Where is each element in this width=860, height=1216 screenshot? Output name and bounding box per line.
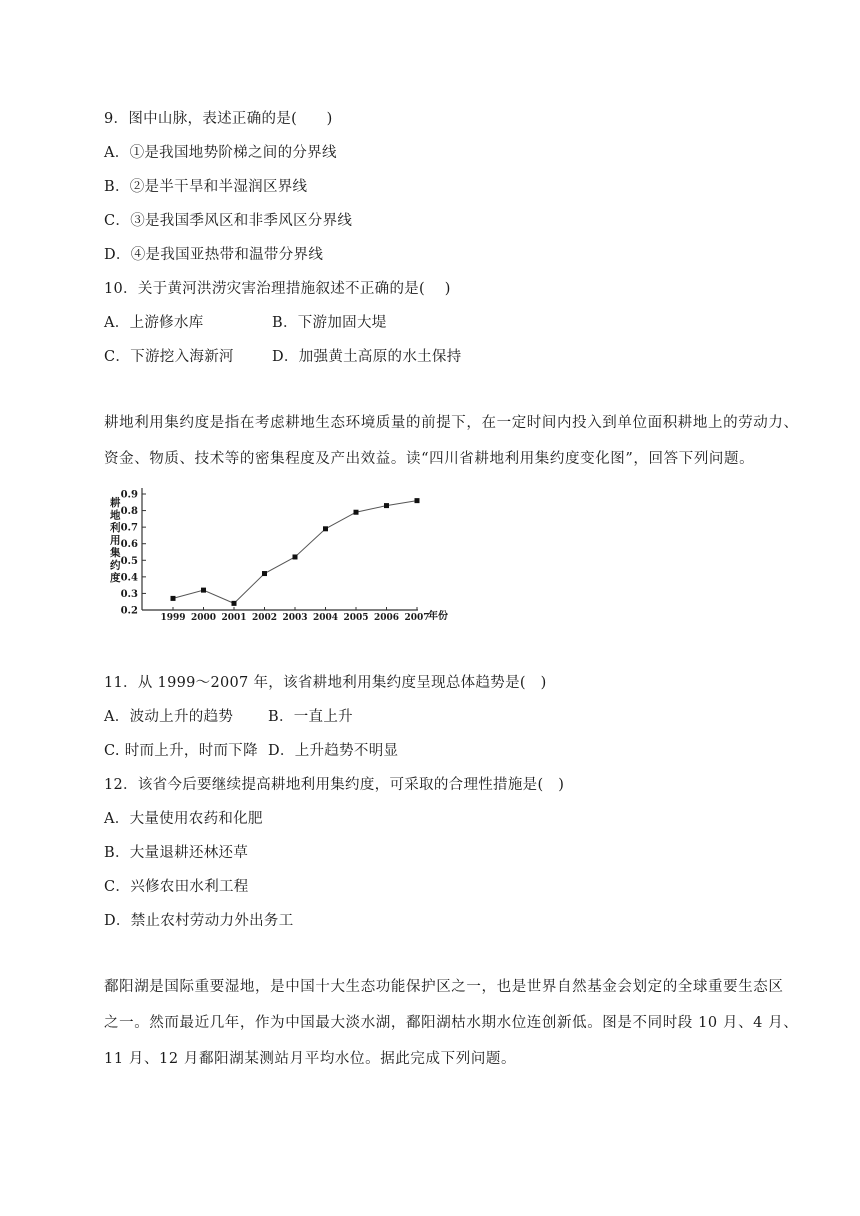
intensity-line-chart	[100, 480, 460, 630]
data-point	[293, 554, 298, 559]
question-11-option-d: D．上升趋势不明显	[268, 743, 399, 759]
intro-paragraph-2-line-1: 鄱阳湖是国际重要湿地，是中国十大生态功能保护区之一，也是世界自然基金会划定的全球重要生态区	[104, 979, 784, 995]
question-10-option-c: C．下游挖入海新河	[104, 349, 234, 365]
x-tick-label: 2007	[404, 613, 430, 623]
question-9-option-a: A．①是我国地势阶梯之间的分界线	[104, 145, 337, 161]
question-12-option-a: A．大量使用农药和化肥	[104, 811, 263, 827]
intro-paragraph-2-line-3: 11 月、12 月鄱阳湖某测站月平均水位。据此完成下列问题。	[104, 1051, 517, 1067]
series-line	[173, 501, 417, 604]
x-tick-label: 2003	[282, 613, 308, 623]
y-tick-label: 0.5	[120, 555, 138, 567]
y-tick-label: 0.9	[120, 489, 138, 501]
question-9-option-b: B．②是半干旱和半湿润区界线	[104, 179, 308, 195]
question-11-option-c: C. 时而上升，时而下降	[104, 743, 258, 759]
x-axis-title: 年份	[428, 611, 448, 622]
x-tick-label: 2000	[190, 613, 217, 623]
question-10-stem: 10．关于黄河洪涝灾害治理措施叙述不正确的是( )	[104, 281, 451, 297]
question-11-stem: 11．从 1999～2007 年，该省耕地利用集约度呈现总体趋势是( )	[104, 675, 547, 691]
x-tick-label: 2002	[251, 613, 278, 623]
data-point	[354, 510, 359, 515]
y-axis-title-char: 集	[110, 547, 121, 559]
y-axis-title	[109, 496, 121, 584]
y-axis-title-char: 约	[110, 559, 121, 572]
intro-paragraph-1-line-2: 资金、物质、技术等的密集程度及产出效益。读“四川省耕地利用集约度变化图”，回答下列问题。	[104, 451, 755, 467]
data-point	[323, 526, 328, 531]
y-tick-label: 0.2	[120, 605, 138, 617]
data-point	[201, 588, 206, 593]
y-tick-label: 0.3	[120, 588, 138, 600]
y-tick-label: 0.8	[120, 506, 138, 518]
y-axis-title-char: 度	[110, 572, 121, 584]
y-tick-label: 0.7	[120, 522, 138, 534]
x-tick-label: 1999	[160, 613, 186, 623]
question-11-option-b: B．一直上升	[268, 709, 353, 725]
data-points	[171, 498, 420, 606]
question-11-option-a: A．波动上升的趋势	[104, 709, 234, 725]
x-tick-label: 2001	[221, 613, 247, 623]
question-10-option-a: A．上游修水库	[104, 315, 204, 331]
y-tick-label: 0.6	[120, 539, 138, 551]
question-12-option-d: D．禁止农村劳动力外出务工	[104, 913, 294, 929]
question-10-option-b: B．下游加固大堤	[272, 315, 387, 331]
question-9-stem: 9．图中山脉，表述正确的是( )	[104, 111, 333, 127]
data-point	[415, 498, 420, 503]
y-axis-title-char: 耕	[110, 497, 121, 509]
data-point	[232, 601, 237, 606]
y-axis-title-char: 地	[110, 509, 121, 522]
y-tick-label: 0.4	[120, 572, 138, 584]
y-axis-title-char: 利	[110, 522, 121, 534]
x-tick-label: 2006	[373, 613, 400, 623]
question-12-option-c: C．兴修农田水利工程	[104, 879, 249, 895]
data-point	[262, 571, 267, 576]
y-axis-title-char: 用	[110, 534, 121, 547]
x-tick-label: 2005	[343, 613, 369, 623]
question-12-stem: 12．该省今后要继续提高耕地利用集约度，可采取的合理性措施是( )	[104, 777, 565, 793]
intro-paragraph-2-line-2: 之一。然而最近几年，作为中国最大淡水湖，鄱阳湖枯水期水位连创新低。图是不同时段 10 月、4 月、	[104, 1015, 799, 1031]
data-point	[171, 596, 176, 601]
x-tick-label: 2004	[312, 613, 339, 623]
question-9-option-c: C．③是我国季风区和非季风区分界线	[104, 213, 353, 229]
question-12-option-b: B．大量退耕还林还草	[104, 845, 249, 861]
question-9-option-d: D．④是我国亚热带和温带分界线	[104, 247, 324, 263]
data-point	[384, 503, 389, 508]
question-10-option-d: D．加强黄土高原的水土保持	[272, 349, 462, 365]
intro-paragraph-1-line-1: 耕地利用集约度是指在考虑耕地生态环境质量的前提下，在一定时间内投入到单位面积耕地上的劳动力、	[104, 415, 799, 431]
